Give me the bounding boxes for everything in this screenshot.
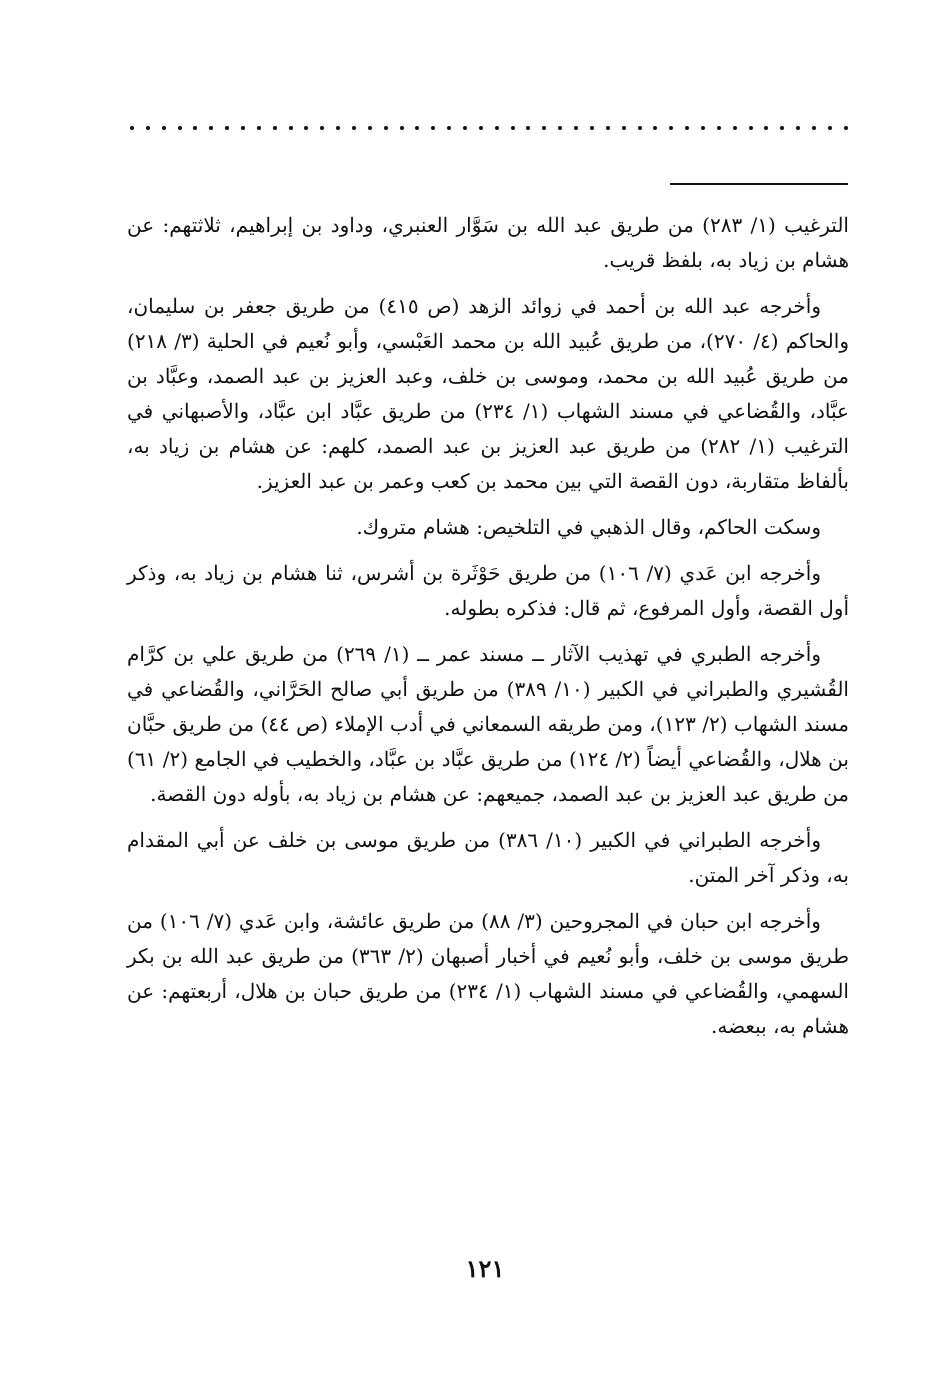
paragraph: وأخرجه ابن عَدي (٧/ ١٠٦) من طريق حَوْثَرة بن أشرس، ثنا هشام بن زياد به، وذكر أول القصة، وأول المرفوع، ثم قال: فذكره بطوله.	[127, 561, 849, 620]
separator-dot	[447, 126, 451, 130]
separator-dot	[352, 126, 356, 130]
separator-dot	[479, 126, 483, 130]
separator-dot	[241, 126, 245, 130]
separator-dot	[574, 126, 578, 130]
footnote-rule	[670, 183, 848, 185]
footnote-separator-dots	[130, 118, 848, 138]
separator-dot	[542, 126, 546, 130]
separator-dot	[558, 126, 562, 130]
separator-dot	[764, 126, 768, 130]
separator-dot	[511, 126, 515, 130]
separator-dot	[304, 126, 308, 130]
paragraph: وسكت الحاكم، وقال الذهبي في التلخيص: هشام متروك.	[356, 515, 821, 539]
separator-dot	[130, 126, 134, 130]
separator-dot	[384, 126, 388, 130]
paragraph: وأخرجه عبد الله بن أحمد في زوائد الزهد (ص ٤١٥) من طريق جعفر بن سليمان، والحاكم (٤/ ٢٧٠)، من طريق عُبيد الله بن محمد العَبْسي، وأبو نُعيم في الحلية (٣/ ٢١٨) من طريق عُبيد الله بن محمد، وموسى بن خلف، وعبد العزيز بن عبد الصمد، وعبَّاد بن عبَّاد، والقُضاعي في مسند الشهاب (١/ ٢٣٤) من طريق عبَّاد ابن عبَّاد، والأصبهاني في الترغيب (١/ ٢٨٢) من طريق عبد العزيز بن عبد الصمد، كلهم: عن هشام بن زياد به، بألفاظ متقاربة، دون القصة التي بين محمد بن كعب وعمر بن عبد العزيز.	[127, 294, 849, 493]
separator-dot	[526, 126, 530, 130]
paragraph: وأخرجه ابن حبان في المجروحين (٣/ ٨٨) من طريق عائشة، وابن عَدي (٧/ ١٠٦) من طريق موسى بن خلف، وأبو نُعيم في أخبار أصبهان (٢/ ٣٦٣) من طريق عبد الله بن بكر السهمي، والقُضاعي في مسند الشهاب (١/ ٢٣٤) من طريق حبان بن هلال، أربعتهم: عن هشام به، ببعضه.	[127, 909, 849, 1038]
separator-dot	[796, 126, 800, 130]
separator-dot	[336, 126, 340, 130]
separator-dot	[209, 126, 213, 130]
separator-dot	[780, 126, 784, 130]
separator-dot	[622, 126, 626, 130]
separator-dot	[431, 126, 435, 130]
separator-dot	[193, 126, 197, 130]
separator-dot	[225, 126, 229, 130]
separator-dot	[606, 126, 610, 130]
separator-dot	[320, 126, 324, 130]
paragraph: وأخرجه الطبري في تهذيب الآثار ــ مسند عمر ــ (١/ ٢٦٩) من طريق علي بن كرَّام القُشيري والطبراني في الكبير (١٠/ ٣٨٩) من طريق أبي صالح الحَرَّاني، والقُضاعي في مسند الشهاب (٢/ ١٢٣)، ومن طريقه السمعاني في أدب الإملاء (ص ٤٤) من طريق حبَّان بن هلال، والقُضاعي أيضاً (٢/ ١٢٤) من طريق عبَّاد بن عبَّاد، والخطيب في الجامع (٢/ ٦١) من طريق عبد العزيز بن عبد الصمد، جميعهم: عن هشام بن زياد به، بأوله دون القصة.	[127, 642, 849, 806]
separator-dot	[289, 126, 293, 130]
separator-dot	[162, 126, 166, 130]
separator-dot	[368, 126, 372, 130]
separator-dot	[463, 126, 467, 130]
separator-dot	[685, 126, 689, 130]
separator-dot	[257, 126, 261, 130]
separator-dot	[828, 126, 832, 130]
separator-dot	[638, 126, 642, 130]
footnote-text	[127, 208, 849, 1055]
separator-dot	[669, 126, 673, 130]
separator-dot	[701, 126, 705, 130]
separator-dot	[717, 126, 721, 130]
separator-dot	[812, 126, 816, 130]
separator-dot	[590, 126, 594, 130]
page-number: ١٢١	[465, 1254, 505, 1283]
separator-dot	[415, 126, 419, 130]
separator-dot	[273, 126, 277, 130]
separator-dot	[733, 126, 737, 130]
separator-dot	[400, 126, 404, 130]
separator-dot	[495, 126, 499, 130]
separator-dot	[749, 126, 753, 130]
paragraph: وأخرجه الطبراني في الكبير (١٠/ ٣٨٦) من طريق موسى بن خلف عن أبي المقدام به، وذكر آخر المتن.	[127, 828, 849, 887]
separator-dot	[146, 126, 150, 130]
separator-dot	[844, 126, 848, 130]
separator-dot	[178, 126, 182, 130]
separator-dot	[653, 126, 657, 130]
paragraph: الترغيب (١/ ٢٨٣) من طريق عبد الله بن سَوَّار العنبري، وداود بن إبراهيم، ثلاثتهم: عن هشام بن زياد به، بلفظ قريب.	[127, 213, 849, 272]
